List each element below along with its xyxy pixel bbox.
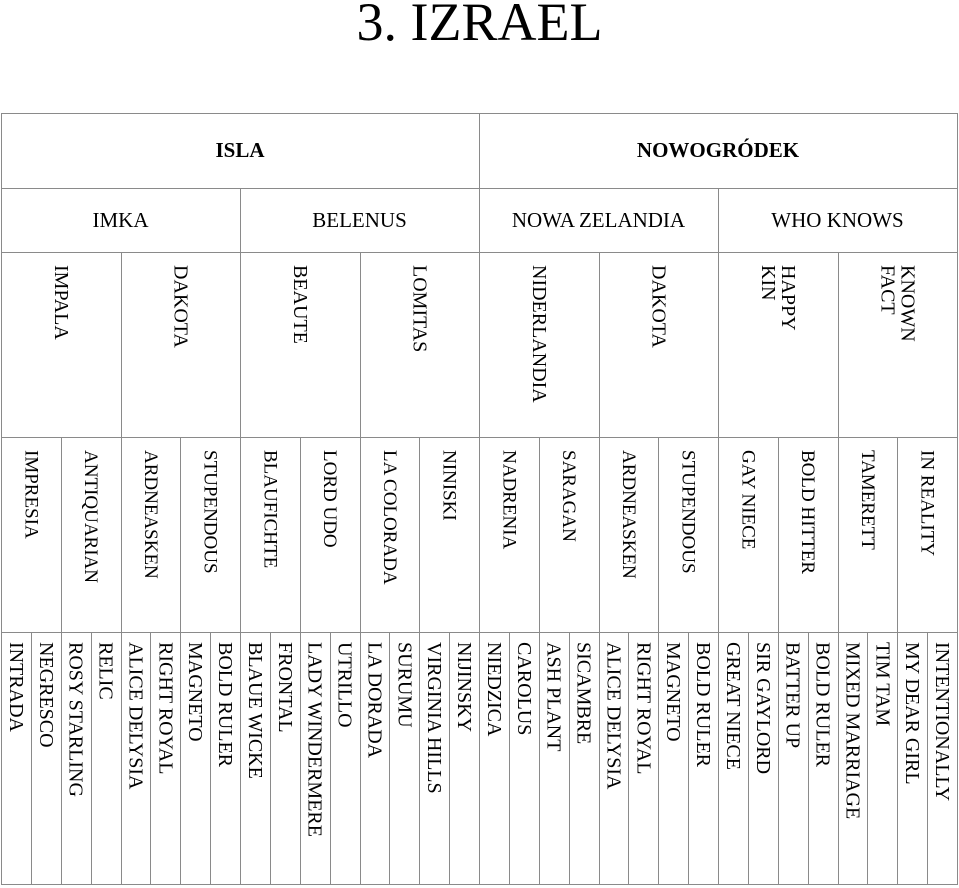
generation-5-cell	[449, 632, 479, 884]
horse-name: ARDNEASKEN	[139, 450, 161, 579]
horse-name: SARAGAN	[558, 450, 580, 542]
generation-5-cell	[1, 632, 31, 884]
generation-5-cell	[897, 632, 927, 884]
generation-1-cell: NOWOGRÓDEK	[636, 138, 800, 162]
generation-5-cell	[150, 632, 180, 884]
generation-5-cell	[658, 632, 688, 884]
generation-5-cell	[479, 632, 509, 884]
generation-5-cell	[419, 632, 449, 884]
horse-name: CAROLUS	[512, 642, 535, 736]
generation-5-cell	[927, 632, 957, 884]
generation-5-cell	[360, 632, 390, 884]
horse-name: ROSY STARLING	[64, 642, 87, 797]
horse-name: INTRADA	[4, 642, 27, 732]
generation-4-cell	[360, 437, 420, 632]
grid-column-line	[957, 188, 958, 252]
generation-3-cell	[360, 252, 480, 437]
horse-name: GAY NIECE	[737, 450, 759, 550]
horse-name: STUPENDOUS	[199, 450, 221, 574]
generation-4-cell	[778, 437, 838, 632]
horse-name: TAMERETT	[856, 450, 878, 550]
generation-4-cell	[419, 437, 479, 632]
generation-5-cell	[718, 632, 748, 884]
horse-name: INTENTIONALLY	[931, 642, 954, 802]
generation-5-cell	[121, 632, 151, 884]
horse-name: BOLD HITTER	[797, 450, 819, 575]
generation-5-cell	[628, 632, 658, 884]
generation-4-cell	[658, 437, 718, 632]
horse-name: ASH PLANT	[542, 642, 565, 752]
horse-name: BOLD RULER	[811, 642, 834, 767]
generation-5-cell	[569, 632, 599, 884]
horse-name: ANTIQUARIAN	[80, 450, 102, 583]
generation-5-cell	[539, 632, 569, 884]
horse-name: IMPALA	[49, 265, 72, 340]
page-title: 3. IZRAEL	[356, 0, 603, 52]
generation-4-cell	[718, 437, 778, 632]
horse-name: NADRENIA	[498, 450, 520, 550]
horse-name: ARDNEASKEN	[617, 450, 639, 579]
horse-name: GREAT NIECE	[721, 642, 744, 770]
generation-3-cell	[121, 252, 241, 437]
horse-name: LA DORADA	[363, 642, 386, 759]
generation-2-cell: WHO KNOWS	[771, 207, 904, 232]
generation-5-cell	[509, 632, 539, 884]
horse-name: MIXED MARRIAGE	[841, 642, 864, 820]
generation-3-cell	[718, 252, 838, 437]
horse-name: RIGHT ROYAL	[632, 642, 655, 775]
horse-name: KNOWN FACT	[876, 265, 919, 342]
generation-1-cell: ISLA	[215, 138, 265, 162]
generation-5-cell	[599, 632, 629, 884]
horse-name: ALICE DELYSIA	[602, 642, 625, 790]
grid-column-line	[957, 252, 958, 437]
generation-2-cell: BELENUS	[312, 207, 407, 232]
generation-4-cell	[240, 437, 300, 632]
generation-5-cell	[270, 632, 300, 884]
horse-name: LOMITAS	[408, 265, 431, 353]
horse-name: NIJINSKY	[453, 642, 476, 732]
horse-name: SURUMU	[393, 642, 416, 728]
generation-5-cell	[808, 632, 838, 884]
generation-5-cell	[91, 632, 121, 884]
horse-name: FRONTAL	[273, 642, 296, 733]
generation-5-cell	[210, 632, 240, 884]
horse-name: RELIC	[94, 642, 117, 700]
horse-name: LORD UDO	[319, 450, 341, 548]
horse-name: STUPENDOUS	[677, 450, 699, 574]
horse-name: VIRGINIA HILLS	[423, 642, 446, 794]
grid-column-line	[957, 113, 958, 188]
horse-name: DAKOTA	[169, 265, 192, 348]
generation-4-cell	[479, 437, 539, 632]
generation-4-cell	[838, 437, 898, 632]
generation-5-cell	[61, 632, 91, 884]
horse-name: BOLD RULER	[214, 642, 237, 767]
horse-name: NIDERLANDIA	[527, 265, 550, 403]
generation-5-cell	[867, 632, 897, 884]
horse-name: MAGNETO	[184, 642, 207, 742]
generation-4-cell	[897, 437, 957, 632]
generation-4-cell	[121, 437, 181, 632]
horse-name: NINISKI	[438, 450, 460, 521]
horse-name: BLAUFICHTE	[259, 450, 281, 569]
horse-name: TIM TAM	[871, 642, 894, 727]
horse-name: SICAMBRE	[572, 642, 595, 745]
generation-3-cell	[838, 252, 958, 437]
horse-name: BLAUE WICKE	[243, 642, 266, 779]
horse-name: BOLD RULER	[692, 642, 715, 767]
horse-name: NIEDZICA	[482, 642, 505, 737]
generation-5-cell	[748, 632, 778, 884]
generation-2-cell: IMKA	[92, 207, 149, 232]
horse-name: IN REALITY	[916, 450, 938, 557]
generation-5-cell	[688, 632, 718, 884]
generation-3-cell	[599, 252, 719, 437]
grid-column-line	[957, 632, 958, 884]
generation-5-cell	[778, 632, 808, 884]
generation-4-cell	[539, 437, 599, 632]
generation-5-cell	[838, 632, 868, 884]
horse-name: UTRILLO	[333, 642, 356, 728]
horse-name: SIR GAYLORD	[751, 642, 774, 775]
generation-5-cell	[31, 632, 61, 884]
horse-name: MAGNETO	[662, 642, 685, 742]
generation-5-cell	[180, 632, 210, 884]
horse-name: DAKOTA	[647, 265, 670, 348]
generation-4-cell	[599, 437, 659, 632]
generation-4-cell	[300, 437, 360, 632]
horse-name: HAPPY KIN	[756, 265, 799, 331]
horse-name: LADY WINDERMERE	[303, 642, 326, 837]
generation-5-cell	[389, 632, 419, 884]
horse-name: IMPRESIA	[20, 450, 42, 539]
generation-2-cell: NOWA ZELANDIA	[511, 207, 686, 232]
horse-name: ALICE DELYSIA	[124, 642, 147, 790]
generation-4-cell	[61, 437, 121, 632]
horse-name: BATTER UP	[781, 642, 804, 749]
generation-5-cell	[330, 632, 360, 884]
generation-4-cell	[1, 437, 61, 632]
horse-name: MY DEAR GIRL	[901, 642, 924, 785]
generation-3-cell	[1, 252, 121, 437]
horse-name: BEAUTE	[288, 265, 311, 344]
generation-5-cell	[300, 632, 330, 884]
generation-3-cell	[479, 252, 599, 437]
generation-4-cell	[180, 437, 240, 632]
grid-column-line	[957, 437, 958, 632]
horse-name: LA COLORADA	[378, 450, 400, 585]
grid-row-line	[1, 884, 958, 885]
generation-5-cell	[240, 632, 270, 884]
horse-name: RIGHT ROYAL	[154, 642, 177, 775]
horse-name: NEGRESCO	[34, 642, 57, 748]
generation-3-cell	[240, 252, 360, 437]
